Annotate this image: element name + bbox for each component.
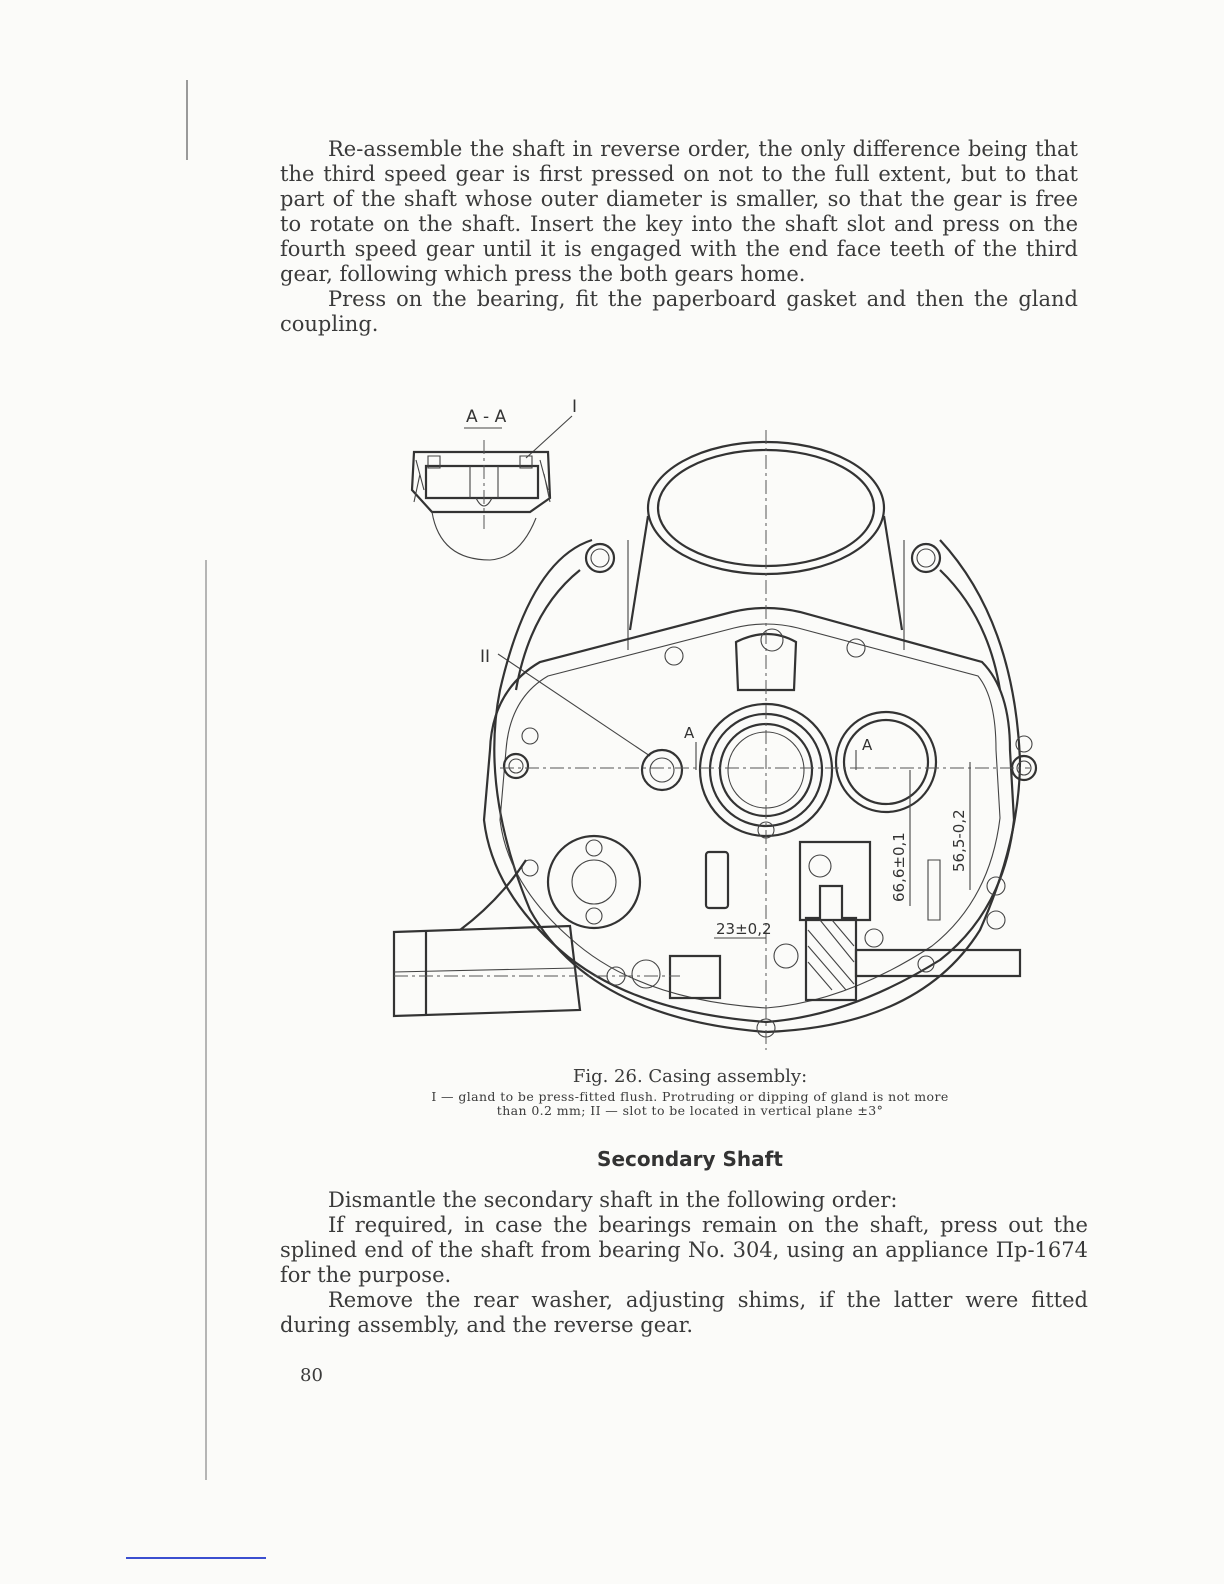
- section-heading: Secondary Shaft: [597, 1147, 783, 1171]
- body-text-top: [280, 137, 1078, 337]
- section-arrow-label: A: [862, 736, 873, 754]
- caption-legend-line: I — gland to be press-fitted flush. Protruding or dipping of gland is not more: [431, 1089, 949, 1104]
- section-a-a-inset: [412, 397, 577, 560]
- paragraph: Remove the rear washer, adjusting shims, if the latter were fitted during assembly, and the reverse gear.: [280, 1288, 1088, 1337]
- paragraph: Press on the bearing, fit the paperboard gasket and then the gland coupling.: [280, 287, 1078, 336]
- paragraph: Re-assemble the shaft in reverse order, the only difference being that the third speed gear is first pressed on not to the full extent, but to that part of the shaft whose outer diameter is smaller, so that the gear is free to rotate on the shaft. Insert the key into the shaft slot and press on the fourth speed gear until it is engaged with the end face teeth of the third gear, following which press the both gears home.: [280, 137, 1078, 286]
- callout-1-label: I: [572, 397, 578, 417]
- pin-section: [806, 886, 856, 1000]
- caption-legend-line: than 0.2 mm; II — slot to be located in vertical plane ±3°: [496, 1103, 884, 1118]
- dimension-label: 23±0,2: [716, 920, 772, 938]
- section-arrow-label: A: [684, 724, 695, 742]
- figure-caption-title: Fig. 26. Casing assembly:: [572, 1066, 808, 1087]
- scan-edge-line: [186, 80, 188, 160]
- casing-assembly-drawing: [380, 390, 1040, 1060]
- figure-caption-legend: [280, 1090, 1100, 1118]
- body-text-bottom: [280, 1188, 1088, 1338]
- section-label: A - A: [466, 407, 507, 427]
- bottom-rule: [126, 1557, 266, 1559]
- page-number: 80: [300, 1365, 323, 1386]
- callout-2-label: II: [480, 647, 491, 667]
- bolt-holes: [504, 544, 1036, 1037]
- scan-edge-line: [205, 560, 207, 1480]
- paragraph: If required, in case the bearings remain on the shaft, press out the splined end of the shaft from bearing No. 304, using an appliance Пр-1674 for the purpose.: [280, 1213, 1088, 1287]
- dimension-label: 66,6±0,1: [890, 832, 908, 902]
- dimension-label: 56,5-0,2: [950, 809, 968, 872]
- paragraph: Dismantle the secondary shaft in the following order:: [328, 1188, 898, 1212]
